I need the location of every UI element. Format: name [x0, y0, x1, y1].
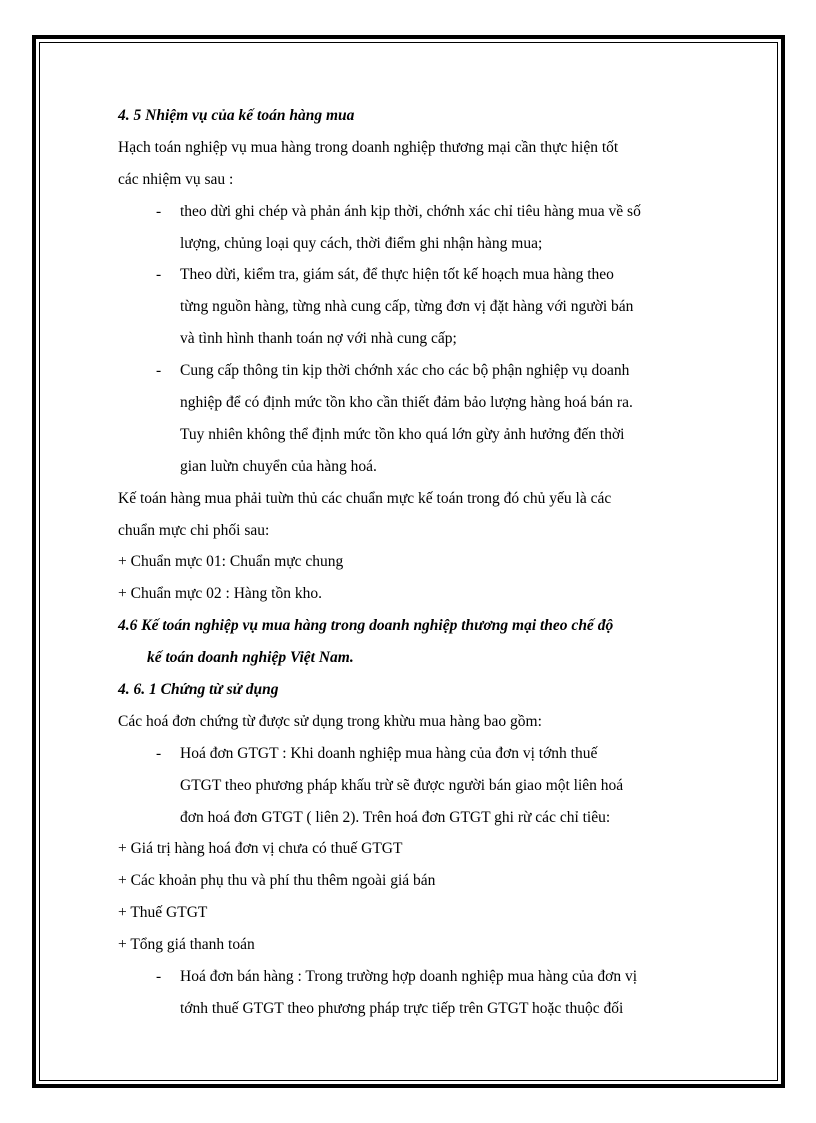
list-item-continuation: đơn hoá đơn GTGT ( liên 2). Trên hoá đơn GTGT ghi rừ các chỉ tiêu:: [180, 808, 611, 826]
paragraph-line: Kế toán hàng mua phải tuừn thủ các chuẩn mực kế toán trong đó chủ yếu là các: [118, 489, 612, 507]
vat-item: + Thuế GTGT: [118, 904, 208, 922]
section-4-6-1-heading: 4. 6. 1 Chứng từ sử dụng: [118, 681, 279, 699]
list-item-continuation: và tình hình thanh toán nợ với nhà cung cấp;: [180, 330, 457, 348]
paragraph-line: các nhiệm vụ sau :: [118, 170, 234, 188]
list-item-continuation: lượng, chủng loại quy cách, thời điểm ghi nhận hàng mua;: [180, 234, 543, 252]
list-item-text: Hoá đơn bán hàng : Trong trường hợp doanh nghiệp mua hàng của đơn vị: [180, 968, 638, 986]
list-item-text: Theo dừi, kiểm tra, giám sát, để thực hiện tốt kế hoạch mua hàng theo: [180, 266, 614, 284]
bullet-marker: -: [156, 202, 162, 220]
bullet-marker: -: [156, 362, 162, 380]
document-body: [118, 100, 708, 1025]
list-item: [118, 738, 708, 770]
vat-item: + Giá trị hàng hoá đơn vị chưa có thuế GTGT: [118, 840, 403, 858]
vat-item: + Tổng giá thanh toán: [118, 936, 255, 954]
section-4-6-heading: 4.6 Kế toán nghiệp vụ mua hàng trong doanh nghiệp thương mại theo chế độ: [118, 617, 614, 635]
list-item-continuation: Tuy nhiên không thể định mức tồn kho quá lớn gừy ảnh hưởng đến thời: [180, 425, 625, 443]
standard-item: + Chuẩn mực 01: Chuẩn mực chung: [118, 553, 344, 571]
vat-item: + Các khoản phụ thu và phí thu thêm ngoài giá bán: [118, 872, 436, 890]
section-4-5-heading: 4. 5 Nhiệm vụ của kế toán hàng mua: [118, 107, 355, 124]
list-item: [118, 961, 708, 993]
bullet-marker: -: [156, 744, 162, 762]
list-item-text: Hoá đơn GTGT : Khi doanh nghiệp mua hàng của đơn vị tớnh thuế: [180, 744, 598, 762]
standard-item: + Chuẩn mực 02 : Hàng tồn kho.: [118, 585, 322, 603]
list-item-continuation: gian luừn chuyển của hàng hoá.: [180, 457, 377, 475]
list-item-continuation: GTGT theo phương pháp khấu trừ sẽ được người bán giao một liên hoá: [180, 776, 624, 794]
list-item-continuation: tớnh thuế GTGT theo phương pháp trực tiếp trên GTGT hoặc thuộc đối: [180, 999, 624, 1017]
list-item: [118, 355, 708, 387]
list-item: [118, 259, 708, 291]
paragraph-line: chuẩn mực chi phối sau:: [118, 521, 270, 539]
list-item-text: theo dừi ghi chép và phản ánh kịp thời, chớnh xác chỉ tiêu hàng mua về số: [180, 202, 641, 220]
list-item-continuation: từng nguồn hàng, từng nhà cung cấp, từng đơn vị đặt hàng với người bán: [180, 298, 634, 316]
bullet-marker: -: [156, 968, 162, 986]
section-4-6-heading-continuation: kế toán doanh nghiệp Việt Nam.: [147, 649, 354, 667]
bullet-marker: -: [156, 266, 162, 284]
paragraph-line: Hạch toán nghiệp vụ mua hàng trong doanh nghiệp thương mại cần thực hiện tốt: [118, 138, 619, 156]
paragraph-line: Các hoá đơn chứng từ được sử dụng trong khừu mua hàng bao gồm:: [118, 712, 542, 730]
list-item: [118, 196, 708, 228]
list-item-continuation: nghiệp để có định mức tồn kho cần thiết đảm bảo lượng hàng hoá bán ra.: [180, 394, 633, 412]
list-item-text: Cung cấp thông tin kịp thời chớnh xác cho các bộ phận nghiệp vụ doanh: [180, 362, 630, 380]
